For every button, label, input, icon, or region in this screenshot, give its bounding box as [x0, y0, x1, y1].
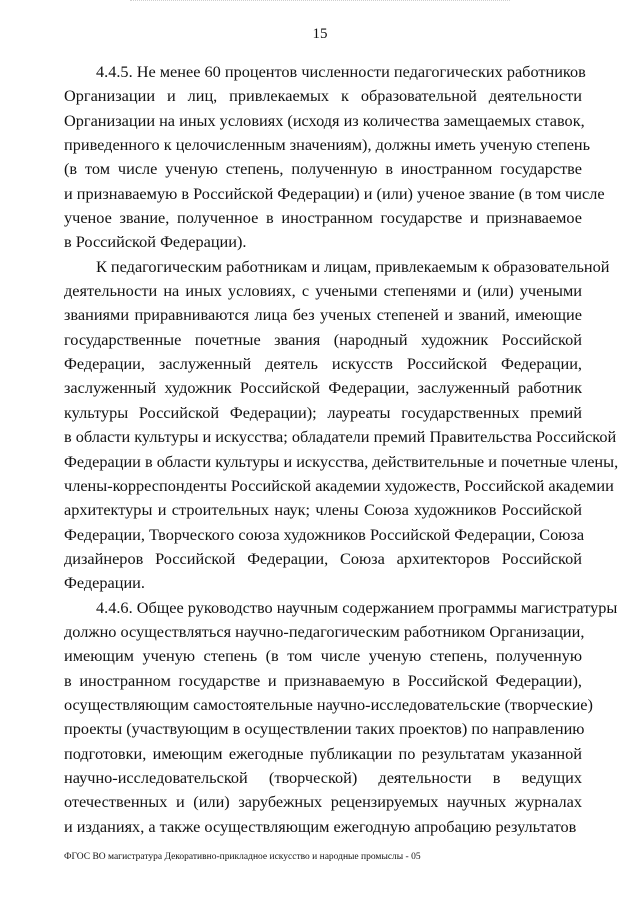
text-line: имеющим ученую степень (в том числе ученую степень, полученную — [64, 646, 582, 666]
text-line: в иностранном государстве и признаваемую в Российской Федерации), — [64, 670, 582, 690]
document-body — [64, 60, 619, 839]
text-line: Федерации, Творческого союза художников Российской Федерации, Союза — [64, 524, 585, 544]
text-line: Федерации. — [64, 573, 145, 593]
paragraph-p-4-4-6 — [64, 596, 618, 839]
text-line: К педагогическим работникам и лицам, привлекаемым к образовательной — [96, 256, 610, 276]
text-line: (в том числе ученую степень, полученную в иностранном государстве — [64, 159, 582, 179]
text-line: деятельности на иных условиях, с учеными степенями и (или) учеными — [64, 281, 582, 301]
text-line: дизайнеров Российской Федерации, Союза архитекторов Российской — [64, 548, 582, 568]
scan-edge-marks — [130, 0, 510, 3]
text-line: научно-исследовательской (творческой) деятельности в ведущих — [64, 767, 582, 787]
text-line: заслуженный художник Российской Федерации, заслуженный работник — [64, 378, 582, 398]
footer-note: ФГОС ВО магистратура Декоративно-прикладное искусство и народные промыслы - 05 — [64, 852, 421, 862]
text-line: 4.4.5. Не менее 60 процентов численности педагогических работников — [96, 62, 586, 81]
page-number: 15 — [312, 26, 328, 42]
text-line: Федерации, заслуженный деятель искусств Российской Федерации, — [64, 354, 582, 374]
text-line: подготовки, имеющим ежегодные публикации по результатам указанной — [64, 743, 582, 763]
text-line: члены-корреспонденты Российской академии художеств, Российской академии — [64, 475, 614, 495]
text-line: Организации на иных условиях (исходя из количества замещаемых ставок, — [64, 110, 585, 130]
text-line: приведенного к целочисленным значениям), должны иметь ученую степень — [64, 135, 591, 155]
text-line: и признаваемую в Российской Федерации) и (или) ученое звание (в том числе — [64, 183, 605, 203]
text-line: ученое звание, полученное в иностранном государстве и признаваемое — [64, 208, 582, 228]
text-line: проекты (участвующим в осуществлении таких проектов) по направлению — [64, 719, 585, 739]
text-line: культуры Российской Федерации); лауреаты государственных премий — [64, 402, 582, 422]
text-line: 4.4.6. Общее руководство научным содержанием программы магистратуры — [96, 597, 618, 617]
text-line: осуществляющим самостоятельные научно-исследовательские (творческие) — [64, 694, 593, 714]
text-line: отечественных и (или) зарубежных рецензируемых научных журналах — [64, 792, 582, 812]
text-line: государственные почетные звания (народный художник Российской — [64, 329, 582, 349]
text-line: в Российской Федерации). — [64, 232, 247, 252]
text-line: Федерации в области культуры и искусства, действительные и почетные члены, — [64, 451, 619, 471]
text-line: Организации и лиц, привлекаемых к образовательной деятельности — [64, 86, 582, 106]
paragraph-p-4-4-5 — [64, 60, 605, 255]
text-line: архитектуры и строительных наук; члены Союза художников Российской — [64, 500, 582, 520]
paragraph-p-equivalence — [64, 255, 619, 596]
text-line: званиями приравниваются лица без ученых степеней и званий, имеющие — [64, 305, 582, 325]
text-line: в области культуры и искусства; обладатели премий Правительства Российской — [64, 427, 617, 447]
text-line: должно осуществляться научно-педагогическим работником Организации, — [64, 621, 585, 641]
text-line: и изданиях, а также осуществляющим ежегодную апробацию результатов — [64, 816, 577, 836]
